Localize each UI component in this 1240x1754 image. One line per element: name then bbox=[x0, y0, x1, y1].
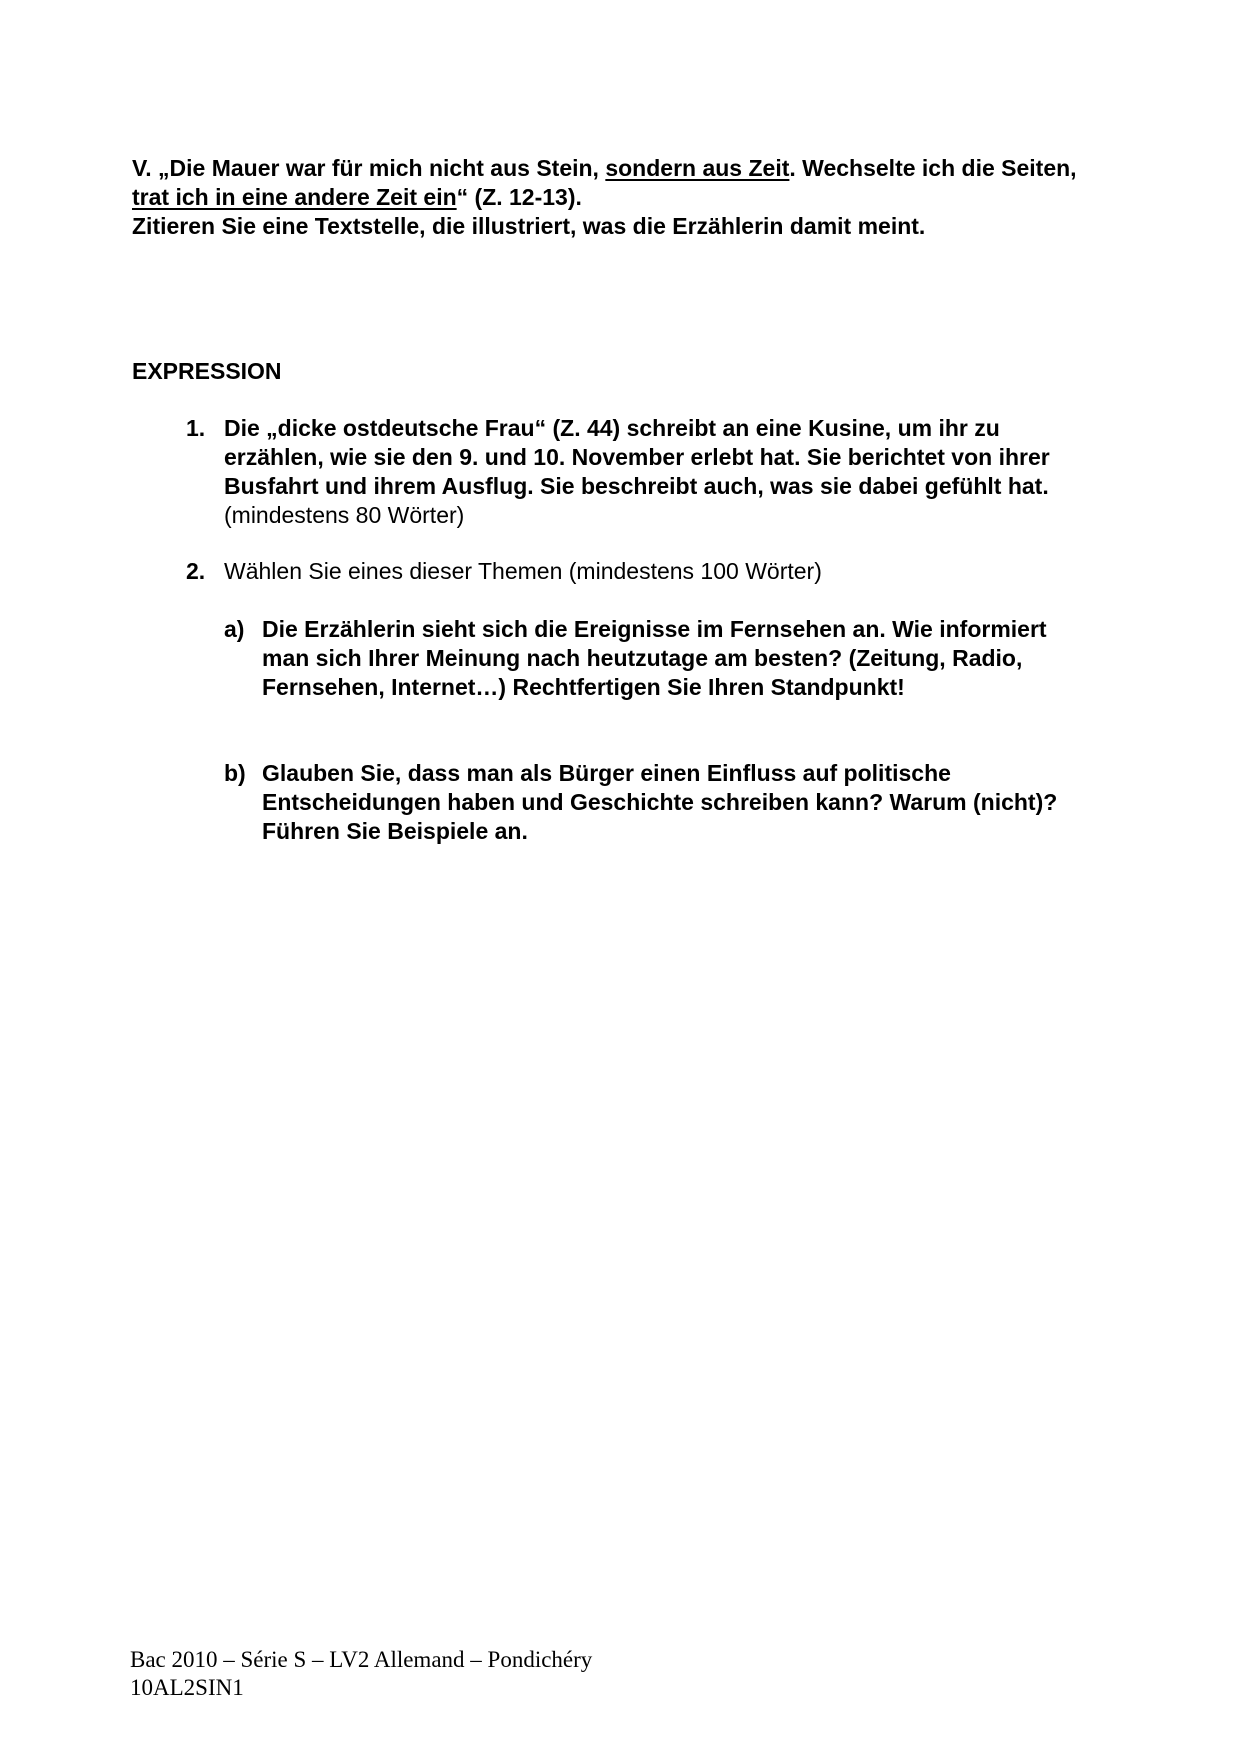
question-v-instruction: Zitieren Sie eine Textstelle, die illustriert, was die Erzählerin damit meint. bbox=[132, 213, 926, 239]
item-1-word-count: (mindestens 80 Wörter) bbox=[224, 502, 465, 528]
page-footer bbox=[130, 1646, 592, 1702]
topic-a-text: Die Erzählerin sieht sich die Ereignisse im Fernsehen an. Wie informiert man sich Ihrer Meinung nach heutzutage am besten? (Zeitung, Radio, Fernsehen, Internet…) Rechtfertigen Sie Ihren Standpunkt! bbox=[262, 616, 1047, 700]
item-body bbox=[224, 414, 1084, 530]
question-v-text-part2: . Wechselte ich die Seiten, bbox=[789, 155, 1077, 181]
topic-label: a) bbox=[224, 616, 245, 642]
topic-b-text: Glauben Sie, dass man als Bürger einen Einfluss auf politische Entscheidungen haben und Geschichte schreiben kann? Warum (nicht)? Führen Sie Beispiele an. bbox=[262, 760, 1058, 844]
question-v bbox=[132, 154, 1092, 241]
question-v-text-part1: V. „Die Mauer war für mich nicht aus Stein, bbox=[132, 155, 606, 181]
item-2-instruction: Wählen Sie eines dieser Themen (mindestens 100 Wörter) bbox=[224, 558, 822, 584]
topic-label: b) bbox=[224, 760, 246, 786]
expression-heading: EXPRESSION bbox=[132, 358, 282, 384]
item-1-task: Die „dicke ostdeutsche Frau“ (Z. 44) schreibt an eine Kusine, um ihr zu erzählen, wie sie den 9. und 10. November erlebt hat. Sie berichtet von ihrer Busfahrt und ihrem Ausflug. Sie beschreibt auch, was sie dabei gefühlt hat. bbox=[224, 415, 1050, 499]
question-v-underline-1: sondern aus Zeit bbox=[605, 155, 790, 181]
footer-exam-code: 10AL2SIN1 bbox=[130, 1675, 244, 1700]
question-v-text-part3: “ (Z. 12-13). bbox=[456, 184, 582, 210]
item-number: 2. bbox=[186, 558, 206, 584]
question-v-underline-2: trat ich in eine andere Zeit ein bbox=[132, 184, 457, 210]
item-number: 1. bbox=[186, 415, 206, 441]
footer-exam-title: Bac 2010 – Série S – LV2 Allemand – Pondichéry bbox=[130, 1647, 593, 1672]
